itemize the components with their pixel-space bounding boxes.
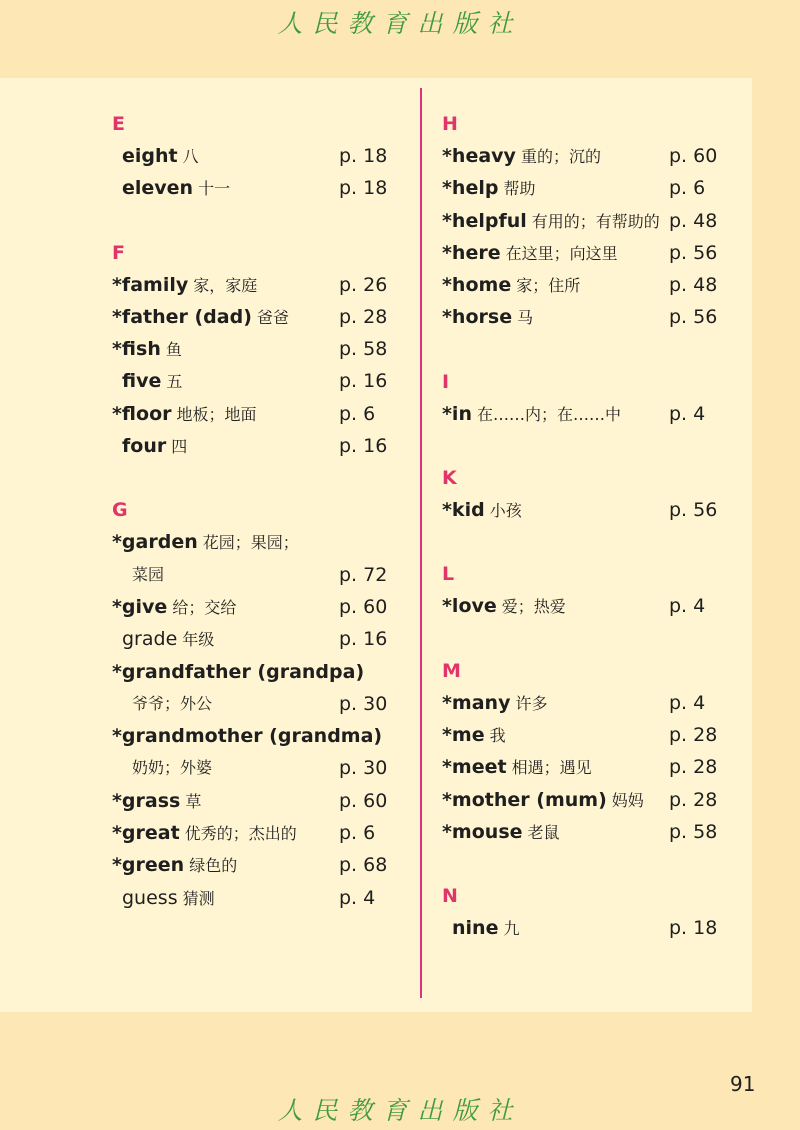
entry-translation: 在这里；向这里 <box>505 243 618 263</box>
glossary-panel <box>0 78 752 1012</box>
entry-translation: 爸爸 <box>256 307 289 327</box>
entry-translation: 马 <box>517 308 534 328</box>
entry-page-ref: p. 48 <box>669 209 718 232</box>
entry-translation: 地板；地面 <box>176 404 257 424</box>
entry-translation: 帮助 <box>503 179 536 199</box>
entry-page-ref: p. 60 <box>339 789 388 812</box>
entry-page-ref: p. 56 <box>669 306 718 329</box>
entry-word: *mother (mum) <box>442 788 607 811</box>
entry-word: *give <box>112 595 168 618</box>
section-h <box>442 108 727 334</box>
entry-word: *here <box>442 241 501 264</box>
entry-page-ref: p. 6 <box>339 402 376 425</box>
glossary-entry-continuation <box>112 559 390 591</box>
glossary-entry-continuation <box>112 688 390 720</box>
entry-word: *garden <box>112 531 198 554</box>
glossary-entry <box>442 719 727 751</box>
glossary-entry <box>112 817 390 849</box>
glossary-entry <box>442 301 727 333</box>
glossary-entry <box>112 785 390 817</box>
entry-translation: 小孩 <box>489 501 522 521</box>
section-i <box>442 366 727 430</box>
glossary-entry <box>442 237 727 269</box>
entry-word: *help <box>442 177 499 200</box>
entry-word: *mouse <box>442 820 523 843</box>
entry-page-ref: p. 60 <box>339 595 388 618</box>
section-letter: F <box>112 241 125 264</box>
entry-translation: 鱼 <box>165 340 182 360</box>
entry-translation: 年级 <box>182 630 215 650</box>
glossary-entry <box>442 205 727 237</box>
entry-word: *helpful <box>442 209 527 232</box>
glossary-entry <box>112 398 390 430</box>
entry-word: *home <box>442 274 512 297</box>
entry-page-ref: p. 56 <box>669 241 718 264</box>
entry-translation: 妈妈 <box>611 790 644 810</box>
entry-word: five <box>122 370 162 393</box>
glossary-entry <box>442 172 727 204</box>
section-m <box>442 655 727 848</box>
entry-page-ref: p. 16 <box>339 370 388 393</box>
glossary-entry <box>442 751 727 783</box>
glossary-entry <box>442 816 727 848</box>
entry-page-ref: p. 4 <box>669 595 706 618</box>
entry-word: eight <box>122 145 178 167</box>
glossary-entry <box>112 301 390 333</box>
entry-page-ref: p. 28 <box>669 723 718 746</box>
section-letter: H <box>442 113 458 135</box>
glossary-entry <box>112 172 390 204</box>
entry-translation: 有用的；有帮助的 <box>531 211 660 231</box>
entry-page-ref: p. 58 <box>339 338 388 361</box>
entry-word: *horse <box>442 306 513 329</box>
entry-translation: 爱；热爱 <box>501 597 566 617</box>
publisher-logo-top: 人民教育出版社 <box>277 9 523 38</box>
section-n <box>442 880 727 944</box>
entry-word: grade <box>122 628 178 651</box>
entry-word: *grass <box>112 789 181 812</box>
section-letter: L <box>442 563 455 586</box>
entry-page-ref: p. 28 <box>669 756 718 779</box>
glossary-entry <box>442 140 727 172</box>
section-letter: E <box>112 113 125 135</box>
entry-translation: 老鼠 <box>527 822 560 842</box>
entry-word: eleven <box>122 177 194 200</box>
glossary-entry <box>112 333 390 365</box>
entry-word: *in <box>442 402 472 425</box>
entry-word: *heavy <box>442 145 516 167</box>
entry-page-ref: p. 18 <box>339 177 388 200</box>
glossary-entry <box>112 365 390 397</box>
entry-page-ref: p. 18 <box>339 145 388 167</box>
entry-page-ref: p. 72 <box>339 563 388 586</box>
glossary-entry <box>112 591 390 623</box>
entry-translation: 九 <box>503 919 520 939</box>
entry-page-ref: p. 28 <box>669 788 718 811</box>
entry-word: *grandmother (grandma) <box>112 725 383 748</box>
glossary-column-left <box>112 108 390 946</box>
entry-translation: 相遇；遇见 <box>511 758 592 778</box>
entry-word: *family <box>112 273 189 296</box>
page-number: 91 <box>730 1072 756 1096</box>
entry-translation: 花园；果园； <box>202 533 299 553</box>
entry-word: *father (dad) <box>112 305 252 328</box>
glossary-entry <box>442 398 727 430</box>
entry-page-ref: p. 60 <box>669 145 718 167</box>
glossary-entry <box>112 623 390 655</box>
glossary-entry <box>442 590 727 622</box>
entry-translation: 我 <box>489 725 506 745</box>
entry-page-ref: p. 6 <box>339 822 376 845</box>
section-letter: M <box>442 659 461 682</box>
entry-word: *floor <box>112 402 172 425</box>
entry-page-ref: p. 16 <box>339 628 388 651</box>
section-e <box>112 108 390 205</box>
section-k <box>442 462 727 526</box>
entry-page-ref: p. 68 <box>339 854 388 877</box>
entry-translation: 十一 <box>198 179 231 199</box>
entry-word: *love <box>442 595 497 618</box>
entry-word: *green <box>112 854 185 877</box>
entry-page-ref: p. 6 <box>669 177 706 200</box>
entry-translation: 优秀的；杰出的 <box>184 824 297 844</box>
entry-page-ref: p. 16 <box>339 435 388 458</box>
glossary-entry <box>442 784 727 816</box>
section-letter: K <box>442 467 457 490</box>
section-letter: G <box>112 499 128 522</box>
entry-translation: 家；住所 <box>516 276 581 296</box>
entry-word: *meet <box>442 756 507 779</box>
entry-translation: 给；交给 <box>172 597 237 617</box>
section-f <box>112 237 390 463</box>
glossary-entry <box>112 720 390 752</box>
entry-translation: 猜测 <box>182 888 215 908</box>
glossary-entry <box>112 269 390 301</box>
glossary-entry <box>442 912 727 944</box>
entry-page-ref: p. 30 <box>339 757 388 780</box>
entry-word: *many <box>442 691 511 714</box>
entry-word: *kid <box>442 499 485 522</box>
glossary-entry <box>112 882 390 914</box>
entry-translation: 八 <box>182 147 199 166</box>
entry-page-ref: p. 48 <box>669 274 718 297</box>
glossary-entry <box>112 849 390 881</box>
glossary-entry-continuation <box>112 752 390 784</box>
section-g <box>112 494 390 914</box>
column-divider <box>420 88 422 998</box>
entry-word: nine <box>452 917 499 940</box>
entry-word: guess <box>122 886 178 909</box>
glossary-entry <box>442 494 727 526</box>
entry-translation: 菜园 <box>132 564 165 584</box>
entry-word: *fish <box>112 338 161 361</box>
entry-translation: 五 <box>166 372 183 392</box>
glossary-entry <box>442 687 727 719</box>
entry-page-ref: p. 56 <box>669 499 718 522</box>
glossary-entry <box>112 140 390 172</box>
entry-translation: 四 <box>171 437 188 457</box>
entry-translation: 在……内；在……中 <box>476 404 621 424</box>
section-letter: I <box>442 370 450 393</box>
glossary-entry <box>112 656 390 688</box>
entry-word: *grandfather (grandpa) <box>112 660 365 683</box>
publisher-logo-bottom: 人民教育出版社 <box>277 1096 523 1125</box>
glossary-entry <box>112 430 390 462</box>
entry-word: *me <box>442 723 485 746</box>
entry-translation: 草 <box>185 791 202 811</box>
entry-translation: 家，家庭 <box>193 275 258 295</box>
entry-page-ref: p. 18 <box>669 917 718 940</box>
entry-page-ref: p. 4 <box>339 886 376 909</box>
glossary-entry <box>112 526 390 558</box>
entry-translation: 绿色的 <box>189 856 238 876</box>
entry-word: four <box>122 435 167 458</box>
entry-translation: 奶奶；外婆 <box>132 758 213 778</box>
entry-translation: 重的；沉的 <box>520 147 601 166</box>
entry-page-ref: p. 58 <box>669 820 718 843</box>
entry-translation: 许多 <box>515 693 548 713</box>
glossary-entry <box>442 269 727 301</box>
section-l <box>442 558 727 622</box>
section-letter: N <box>442 885 458 908</box>
entry-translation: 爷爷；外公 <box>132 693 213 713</box>
entry-page-ref: p. 4 <box>669 402 706 425</box>
entry-page-ref: p. 30 <box>339 692 388 715</box>
entry-word: *great <box>112 822 180 845</box>
entry-page-ref: p. 28 <box>339 305 388 328</box>
glossary-column-right <box>442 108 727 976</box>
entry-page-ref: p. 26 <box>339 273 388 296</box>
entry-page-ref: p. 4 <box>669 691 706 714</box>
